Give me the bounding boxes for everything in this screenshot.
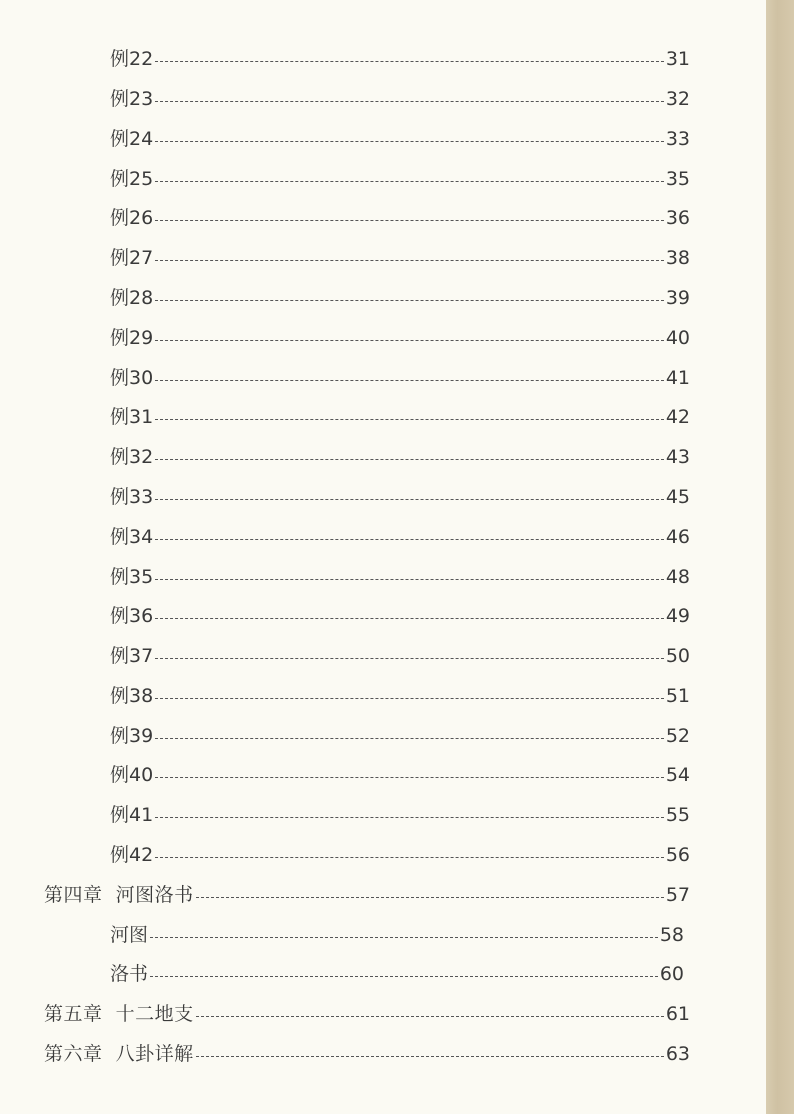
toc-entry-page: 60	[659, 963, 684, 985]
dot-leader	[155, 777, 664, 778]
toc-entry-page: 36	[665, 207, 690, 229]
toc-entry[interactable]	[110, 84, 690, 114]
dot-leader	[155, 181, 664, 182]
toc-entry-page: 49	[665, 605, 690, 627]
dot-leader	[196, 897, 664, 898]
dot-leader	[155, 618, 664, 619]
toc-entry[interactable]	[110, 243, 690, 273]
toc-entry-page: 51	[665, 685, 690, 707]
dot-leader	[155, 340, 664, 341]
toc-entry-label: 例42	[110, 844, 154, 866]
toc-entry-label: 例37	[110, 645, 154, 667]
toc-entry-page: 43	[665, 446, 690, 468]
toc-entry-label: 例33	[110, 486, 154, 508]
toc-entry-page: 42	[665, 406, 690, 428]
toc-entry[interactable]	[110, 442, 690, 472]
toc-entry[interactable]	[110, 681, 690, 711]
toc-entry[interactable]	[110, 363, 690, 393]
toc-entry[interactable]	[110, 402, 690, 432]
dot-leader	[155, 698, 664, 699]
dot-leader	[196, 1016, 664, 1017]
dot-leader	[155, 459, 664, 460]
toc-entry-label: 河图	[110, 924, 149, 946]
dot-leader	[155, 380, 664, 381]
toc-entry-label: 例29	[110, 327, 154, 349]
toc-entry-page: 52	[665, 725, 690, 747]
toc-entry[interactable]	[110, 800, 690, 830]
toc-entry-label: 例41	[110, 804, 154, 826]
dot-leader	[150, 976, 658, 977]
toc-entry-page: 61	[665, 1003, 690, 1025]
dot-leader	[155, 857, 664, 858]
toc-entry-label: 例32	[110, 446, 154, 468]
toc-entry-page: 38	[665, 247, 690, 269]
toc-entry-page: 39	[665, 287, 690, 309]
dot-leader	[155, 738, 664, 739]
dot-leader	[155, 220, 664, 221]
toc-entry[interactable]	[110, 124, 690, 154]
toc-entry-page: 55	[665, 804, 690, 826]
toc-entry-page: 32	[665, 88, 690, 110]
toc-entry-label: 例24	[110, 128, 154, 150]
dot-leader	[155, 300, 664, 301]
toc-entry-label: 例23	[110, 88, 154, 110]
toc-entry-label: 例36	[110, 605, 154, 627]
dot-leader	[155, 260, 664, 261]
toc-entry-page: 46	[665, 526, 690, 548]
toc-entry[interactable]	[110, 482, 690, 512]
toc-entry[interactable]	[110, 522, 690, 552]
toc-entry-page: 54	[665, 764, 690, 786]
toc-entry-label: 第四章 河图洛书	[44, 884, 194, 906]
toc-entry-page: 41	[665, 367, 690, 389]
toc-entry-page: 35	[665, 168, 690, 190]
dot-leader	[155, 579, 664, 580]
toc-entry-page: 33	[665, 128, 690, 150]
toc-entry-page: 58	[659, 924, 684, 946]
toc-entry-label: 例30	[110, 367, 154, 389]
toc-entry-label: 例28	[110, 287, 154, 309]
toc-entry-page: 31	[665, 48, 690, 70]
toc-entry-label: 例22	[110, 48, 154, 70]
toc-entry[interactable]	[110, 601, 690, 631]
toc-entry-page: 40	[665, 327, 690, 349]
toc-entry-page: 48	[665, 566, 690, 588]
dot-leader	[155, 499, 664, 500]
dot-leader	[155, 817, 664, 818]
toc-entry-page: 63	[665, 1043, 690, 1065]
toc-entry-label: 例25	[110, 168, 154, 190]
toc-entry-label: 例40	[110, 764, 154, 786]
toc-entry-page: 56	[665, 844, 690, 866]
toc-entry[interactable]	[110, 840, 690, 870]
toc-entry[interactable]	[110, 283, 690, 313]
toc-chapter-entry[interactable]	[44, 880, 690, 910]
toc-entry[interactable]	[110, 641, 690, 671]
toc-entry-label: 例39	[110, 725, 154, 747]
dot-leader	[155, 141, 664, 142]
toc-entry-label: 例38	[110, 685, 154, 707]
toc-entry-page: 50	[665, 645, 690, 667]
toc-entry-label: 例35	[110, 566, 154, 588]
toc-entry-page: 45	[665, 486, 690, 508]
dot-leader	[155, 658, 664, 659]
toc-entry-label: 例26	[110, 207, 154, 229]
toc-entry-page: 57	[665, 884, 690, 906]
toc-entry[interactable]	[110, 44, 690, 74]
toc-chapter-entry[interactable]	[44, 1039, 690, 1069]
toc-entry-label: 第五章 十二地支	[44, 1003, 194, 1025]
toc-entry[interactable]	[110, 164, 690, 194]
toc-entry[interactable]	[110, 323, 690, 353]
toc-entry[interactable]	[110, 959, 684, 989]
toc-entry[interactable]	[110, 203, 690, 233]
toc-entry[interactable]	[110, 760, 690, 790]
dot-leader	[150, 937, 658, 938]
toc-entry-label: 洛书	[110, 963, 149, 985]
dot-leader	[196, 1056, 664, 1057]
dot-leader	[155, 419, 664, 420]
toc-entry[interactable]	[110, 562, 690, 592]
dot-leader	[155, 539, 664, 540]
dot-leader	[155, 101, 664, 102]
toc-entry[interactable]	[110, 920, 684, 950]
toc-entry-label: 第六章 八卦详解	[44, 1043, 194, 1065]
toc-entry[interactable]	[110, 721, 690, 751]
toc-chapter-entry[interactable]	[44, 999, 690, 1029]
toc-entry-label: 例27	[110, 247, 154, 269]
dot-leader	[155, 61, 664, 62]
toc-entry-label: 例34	[110, 526, 154, 548]
page-edge	[766, 0, 794, 1114]
toc-entry-label: 例31	[110, 406, 154, 428]
